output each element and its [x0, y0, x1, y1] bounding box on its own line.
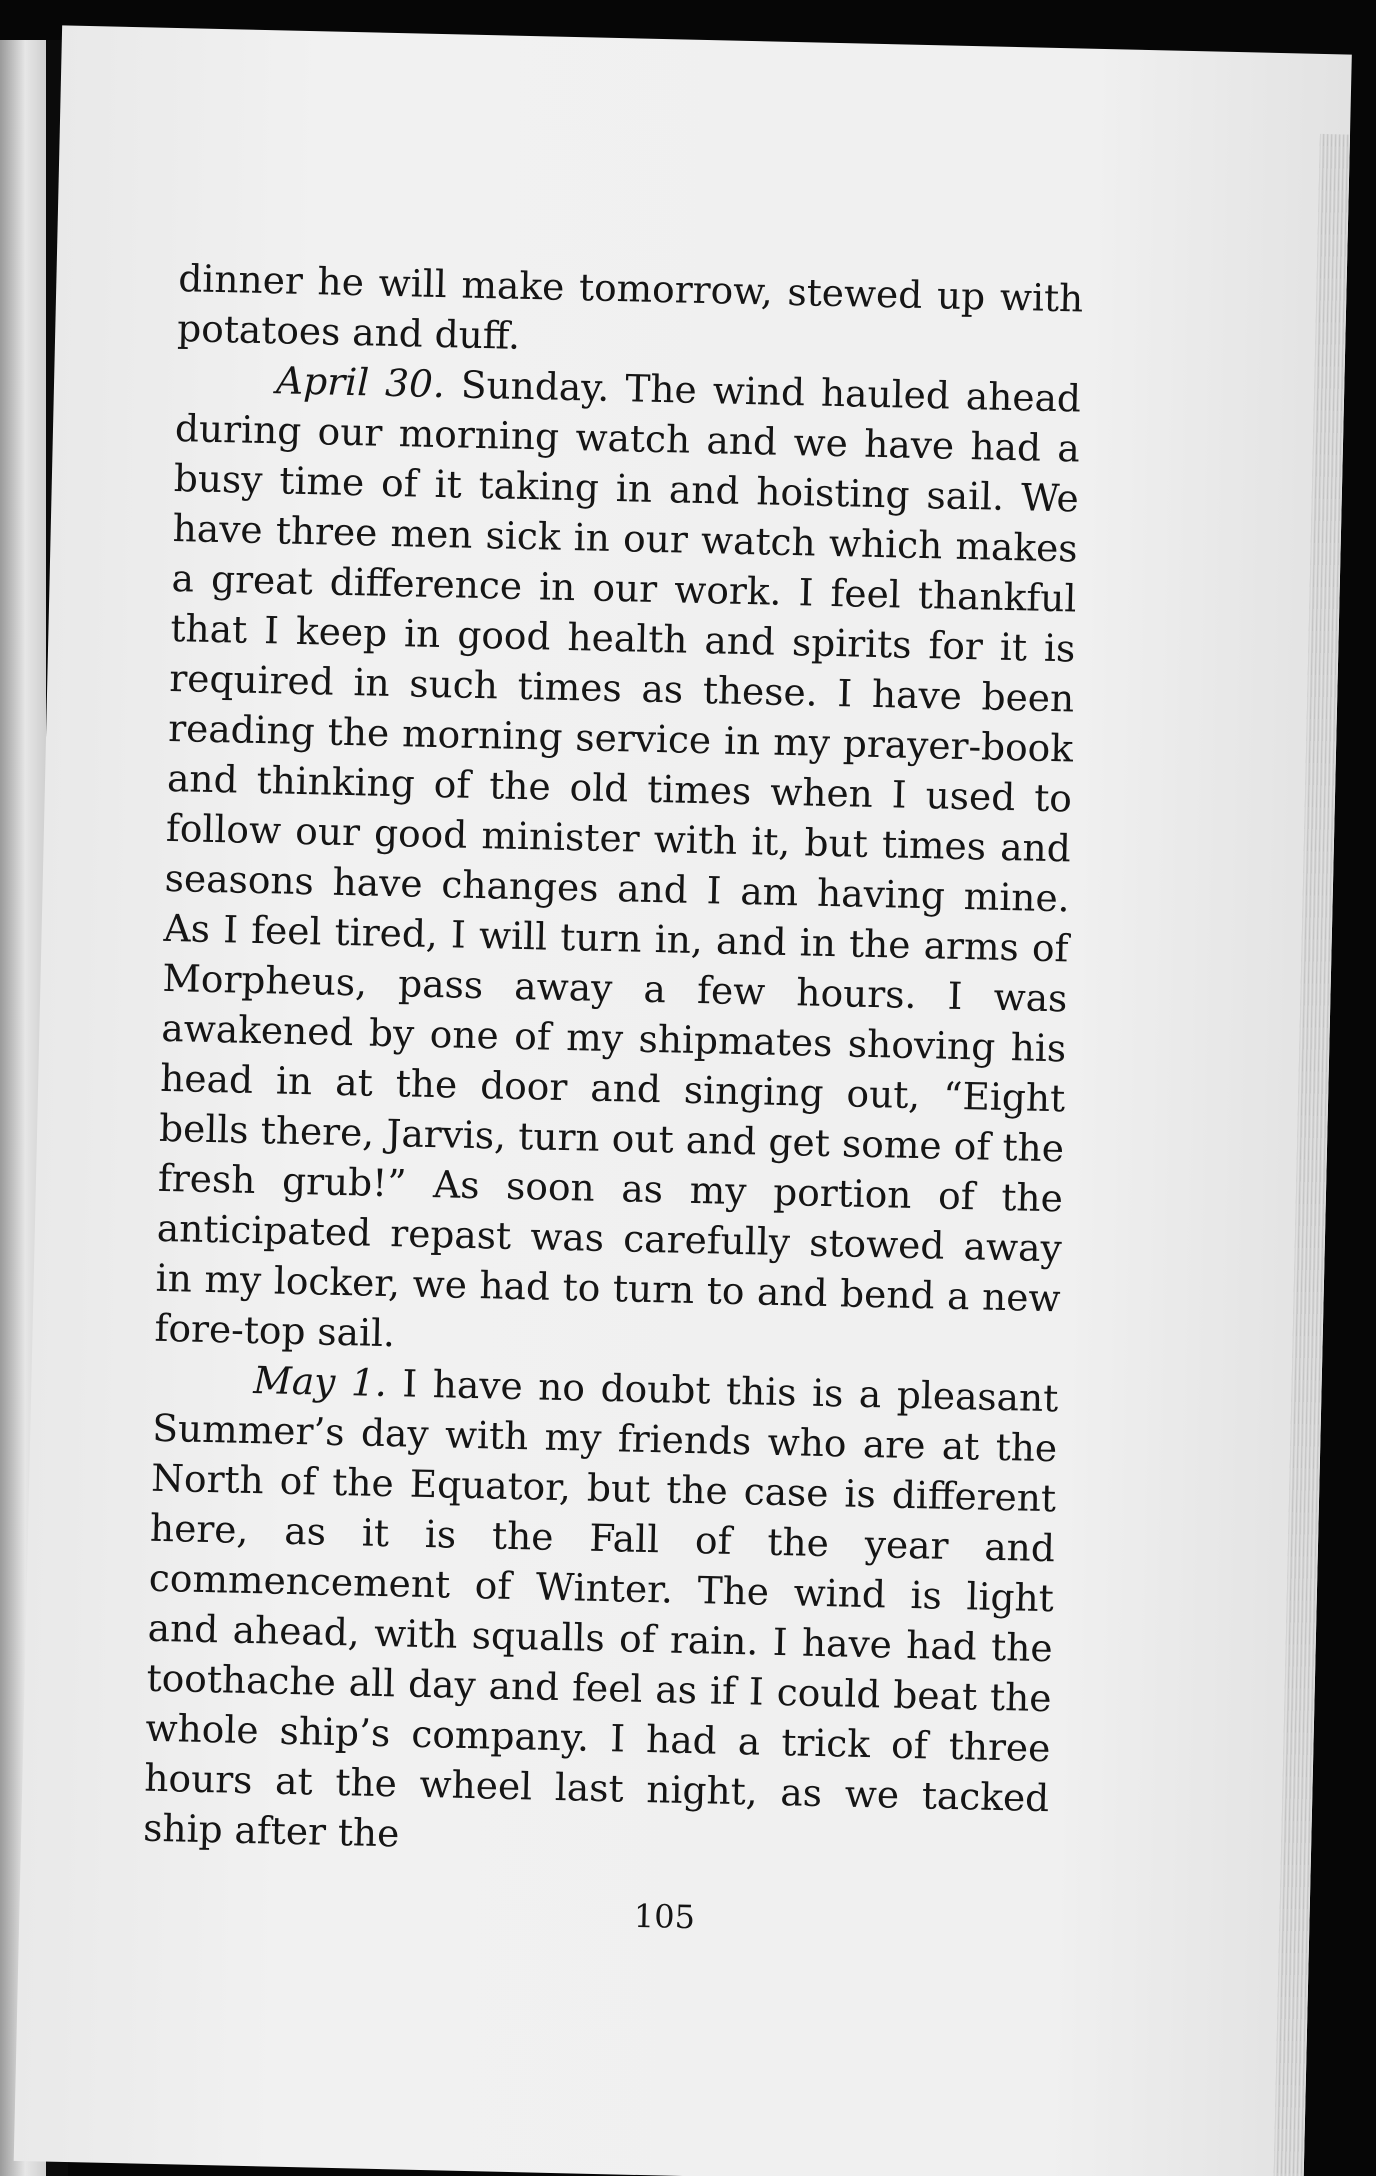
- body-text: [143, 253, 1084, 1873]
- paragraph-text: Sunday. The wind hauled ahead during our morning watch and we have had a busy time of it taking in and hoisting sail. We have three men sick in our watch which makes a great difference in our work. I feel thankful that I keep in good health and spirits for it is required in such times as these. I have been reading the morning service in my prayer-book and thinking of the old times when I used to follow our good minister with it, but times and seasons have changes and I am having mine. As I feel tired, I will turn in, and in the arms of Morpheus, pass away a few hours. I was awakened by one of my shipmates shoving his head in at the door and singing out, “Eight bells there, Jarvis, turn out and get some of the fresh grub!” As soon as my portion of the anticipated repast was carefully stowed away in my locker, we had to turn to and bend a new fore-top sail.: [154, 362, 1082, 1356]
- entry-date: April 30.: [275, 358, 446, 407]
- paragraph-text: I have no doubt this is a pleasant Summer’s day with my friends who are at the North of the Equator, but the case is different here, as it is the Fall of the year and commencement of Winter. The wind is light and ahead, with squalls of rain. I have had the toothache all day and feel as if I could beat the whole ship’s company. I had a trick of three hours at the wheel last night, as we tacked ship after the: [142, 1361, 1059, 1856]
- paragraph-text: dinner he will make tomorrow, stewed up with potatoes and duff.: [176, 256, 1084, 358]
- paragraph-may-1: [143, 1353, 1059, 1873]
- book-page: [14, 25, 1352, 2176]
- page-stack-edge: [1273, 134, 1350, 2176]
- page-number: 105: [633, 1896, 696, 1937]
- paragraph-april-30: [154, 353, 1081, 1373]
- entry-date: May 1.: [252, 1358, 388, 1406]
